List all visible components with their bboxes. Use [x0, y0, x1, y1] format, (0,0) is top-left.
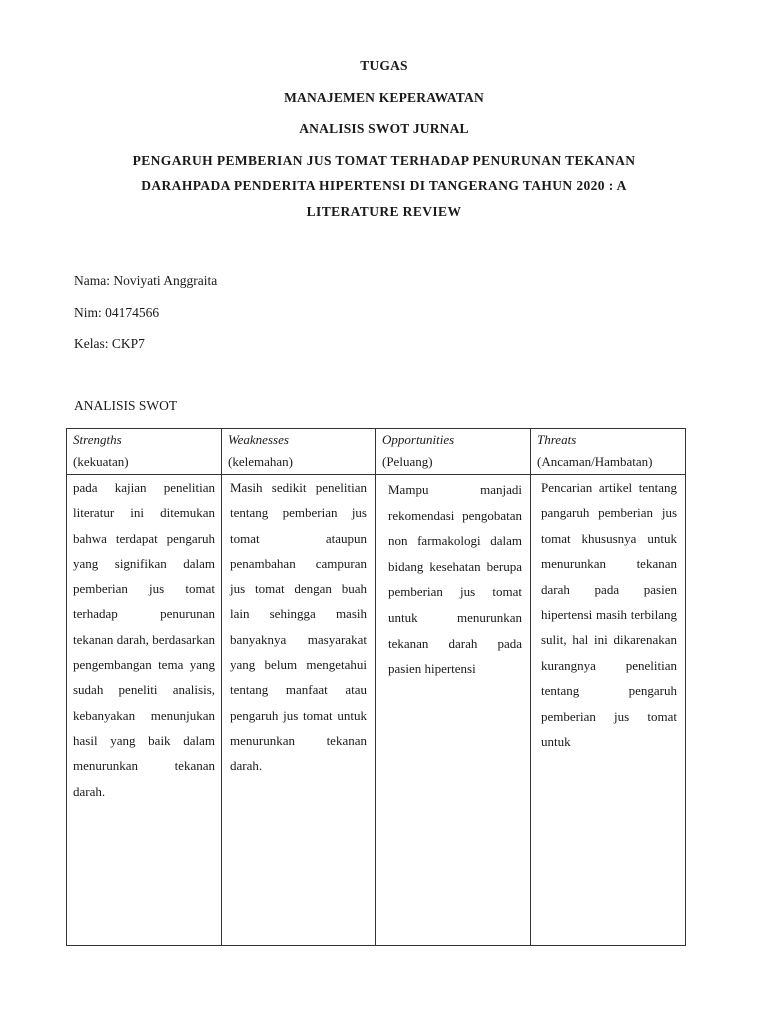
cell-strengths [67, 475, 222, 946]
swot-content-row [67, 475, 686, 946]
heading-assignment: ANALISIS SWOT JURNAL [299, 121, 469, 136]
journal-title-line-3: LITERATURE REVIEW [306, 204, 462, 219]
header-title: Threats [537, 432, 577, 447]
header-subtitle: (Peluang) [382, 454, 433, 469]
opportunities-text: Mampu manjadi rekomendasi pengobatan non farmakologi dalam bidang kesehatan berupa pemberian jus tomat untuk menurunkan tekanan darah pada pasien hipertensi [388, 482, 522, 677]
weaknesses-text: Masih sedikit penelitian tentang pemberian jus tomat ataupun penambahan campuran jus tomat dengan buah lain sehingga masih banyaknya masyarakat yang belum mengetahui tentang manfaat atau pengaruh jus tomat untuk menurunkan tekanan darah. [230, 480, 367, 774]
header-title: Weaknesses [228, 432, 289, 447]
cell-weaknesses [222, 475, 376, 946]
student-class: Kelas: CKP7 [74, 336, 145, 351]
cell-threats [531, 475, 686, 946]
cell-opportunities [376, 475, 531, 946]
header-subtitle: (kekuatan) [73, 454, 129, 469]
header-title: Opportunities [382, 432, 455, 447]
journal-title-line-2: DARAHPADA PENDERITA HIPERTENSI DI TANGERANG TAHUN 2020 : A [141, 178, 627, 193]
header-strengths [67, 429, 222, 475]
strengths-text: pada kajian penelitian literatur ini ditemukan bahwa terdapat pengaruh yang signifikan dalam pemberian jus tomat terhadap penurunan tekanan darah, berdasarkan pengembangan tema yang sudah peneliti analisis, kebanyakan menunjukan hasil yang baik dalam menurunkan tekanan darah. [73, 480, 215, 799]
student-name: Nama: Noviyati Anggraita [74, 273, 218, 288]
student-nim: Nim: 04174566 [74, 305, 160, 320]
heading-tugas: TUGAS [360, 58, 408, 73]
header-weaknesses [222, 429, 376, 475]
header-subtitle: (Ancaman/Hambatan) [537, 454, 653, 469]
header-title: Strengths [73, 432, 122, 447]
header-subtitle: (kelemahan) [228, 454, 293, 469]
header-threats [531, 429, 686, 475]
header-opportunities [376, 429, 531, 475]
swot-table [66, 428, 686, 946]
journal-title-line-1: PENGARUH PEMBERIAN JUS TOMAT TERHADAP PENURUNAN TEKANAN [132, 153, 636, 168]
section-label: ANALISIS SWOT [74, 398, 178, 413]
threats-text: Pencarian artikel tentang pangaruh pemberian jus tomat khususnya untuk menurunkan tekanan darah pada pasien hipertensi masih terbilang sulit, hal ini dikarenakan kurangnya penelitian tentang pengaruh pemberian jus tomat untuk [541, 480, 677, 750]
heading-course: MANAJEMEN KEPERAWATAN [284, 90, 484, 105]
swot-header-row [67, 429, 686, 475]
